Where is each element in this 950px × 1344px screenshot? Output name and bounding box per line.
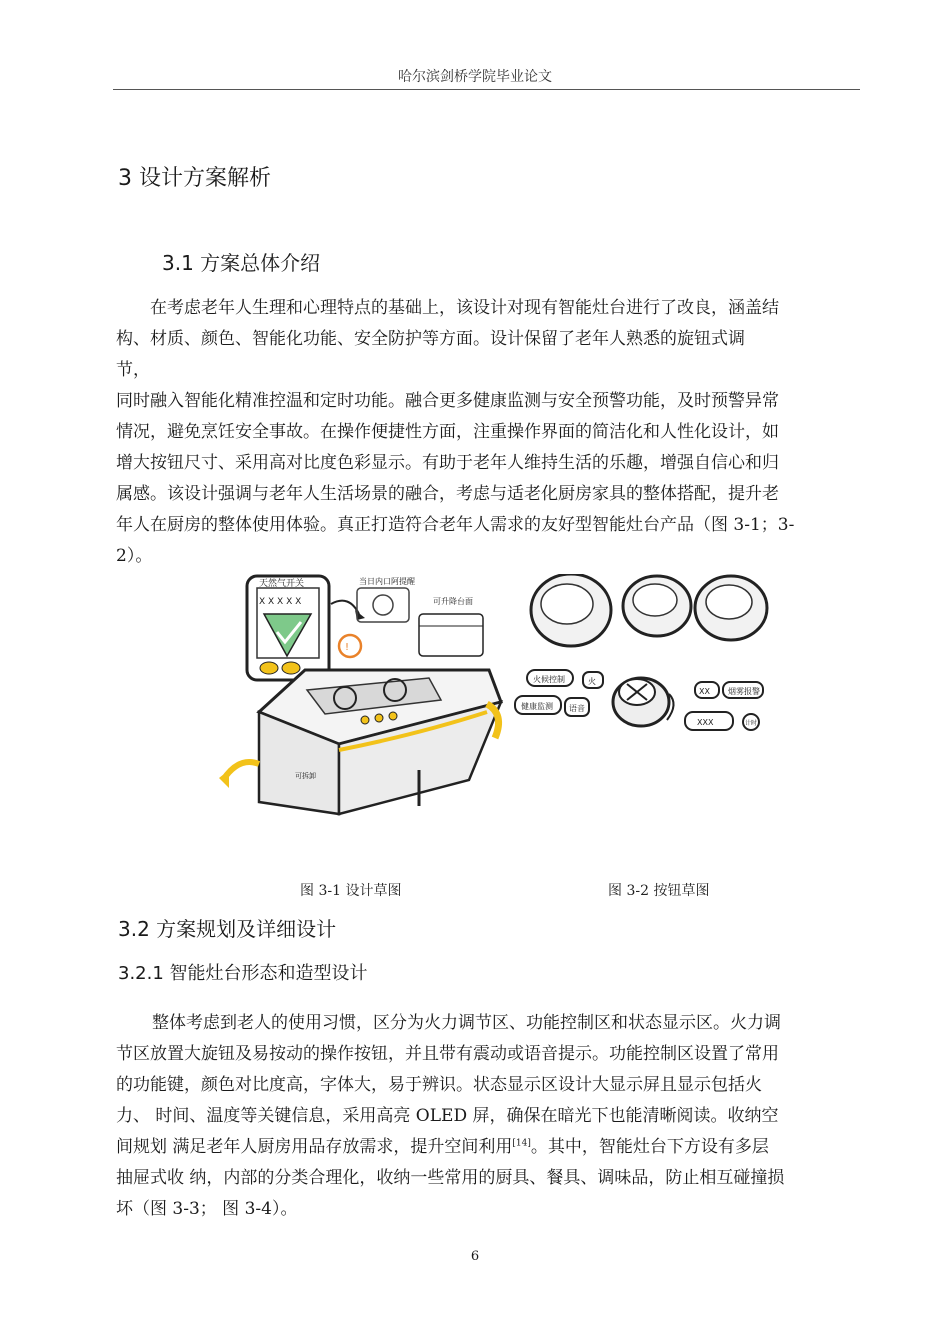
paragraph-overview (116, 293, 866, 572)
paragraph-text: 间规划 满足老年人厨房用品存放需求，提升空间利用 (116, 1137, 513, 1157)
sketch-label: XX (699, 687, 710, 696)
paragraph-text: 。其中，智能灶台下方设有多层 (530, 1137, 769, 1157)
section-heading-3-2-1: 3.2.1 智能灶台形态和造型设计 (118, 963, 368, 984)
paragraph-line: 节区放置大旋钮及易按动的操作按钮，并且带有震动或语音提示。功能控制区设置了常用 (116, 1044, 779, 1064)
running-header: 哈尔滨剑桥学院毕业论文 (398, 69, 552, 85)
chapter-heading: 3 设计方案解析 (118, 166, 271, 191)
paragraph-line: 整体考虑到老人的使用习惯，区分为火力调节区、功能控制区和状态显示区。火力调 (152, 1013, 781, 1033)
sketch-label: 火 (588, 677, 596, 686)
citation-reference[interactable]: [14] (512, 1138, 531, 1149)
paragraph-form-design (116, 1008, 866, 1225)
sketch-label: 可拆卸 (295, 772, 316, 780)
paragraph-line: 的功能键，颜色对比度高，字体大，易于辨识。状态显示区设计大显示屏且显示包括火 (116, 1075, 762, 1095)
design-sketch-figure (219, 574, 515, 816)
paragraph-line: 力、 时间、温度等关键信息，采用高亮 OLED 屏，确保在暗光下也能清晰阅读。收纳空 (116, 1106, 779, 1126)
sketch-label: 计时 (745, 720, 758, 727)
header-rule (113, 89, 860, 90)
sketch-label: 天然气开关 (259, 579, 305, 589)
sketch-label: 语音 (569, 704, 585, 713)
paragraph-line: 在考虑老年人生理和心理特点的基础上，该设计对现有智能灶台进行了改良，涵盖结 (150, 298, 779, 318)
paragraph-line: 情况，避免烹饪安全事故。在操作便捷性方面，注重操作界面的简洁化和人性化设计，如 (116, 422, 779, 442)
paragraph-line: 属感。该设计强调与老年人生活场景的融合，考虑与适老化厨房家具的整体搭配，提升老 (116, 484, 779, 504)
figure-3-2-caption: 图 3-2 按钮草图 (608, 883, 710, 899)
paragraph-line: 抽屉式收 纳，内部的分类合理化，收纳一些常用的厨具、餐具、调味品，防止相互碰撞损 (116, 1168, 785, 1188)
figure-3-1-caption: 图 3-1 设计草图 (300, 883, 402, 899)
paragraph-line: 构、材质、颜色、智能化功能、安全防护等方面。设计保留了老年人熟悉的旋钮式调 (116, 329, 745, 349)
paragraph-line: 节， (116, 360, 150, 380)
paragraph-line: 坏（图 3-3； 图 3-4）。 (116, 1199, 298, 1219)
paragraph-line: 年人在厨房的整体使用体验。真正打造符合老年人需求的友好型智能灶台产品（图 3-1；3- (116, 515, 795, 535)
section-heading-3-1: 3.1 方案总体介绍 (162, 251, 321, 275)
sketch-label: XXX (697, 718, 714, 727)
sketch-label: X X X X X (259, 597, 302, 607)
paragraph-line: 2）。 (116, 546, 153, 566)
paragraph-line: 同时融入智能化精准控温和定时功能。融合更多健康监测与安全预警功能，及时预警异常 (116, 391, 779, 411)
page-number: 6 (470, 1249, 480, 1264)
button-sketch-figure (509, 574, 799, 816)
sketch-label: 健康监测 (521, 702, 553, 711)
paragraph-line-with-citation (116, 1132, 866, 1163)
svg-text:!: ! (345, 642, 350, 653)
sketch-label: 当日内口阿提醒 (359, 577, 415, 586)
sketch-label: 火候控制 (533, 675, 565, 684)
sketch-label: 烟雾报警 (728, 687, 760, 696)
section-heading-3-2: 3.2 方案规划及详细设计 (118, 917, 337, 941)
paragraph-line: 增大按钮尺寸、采用高对比度色彩显示。有助于老年人维持生活的乐趣，增强自信心和归 (116, 453, 779, 473)
sketch-label: 可升降台面 (433, 597, 473, 606)
